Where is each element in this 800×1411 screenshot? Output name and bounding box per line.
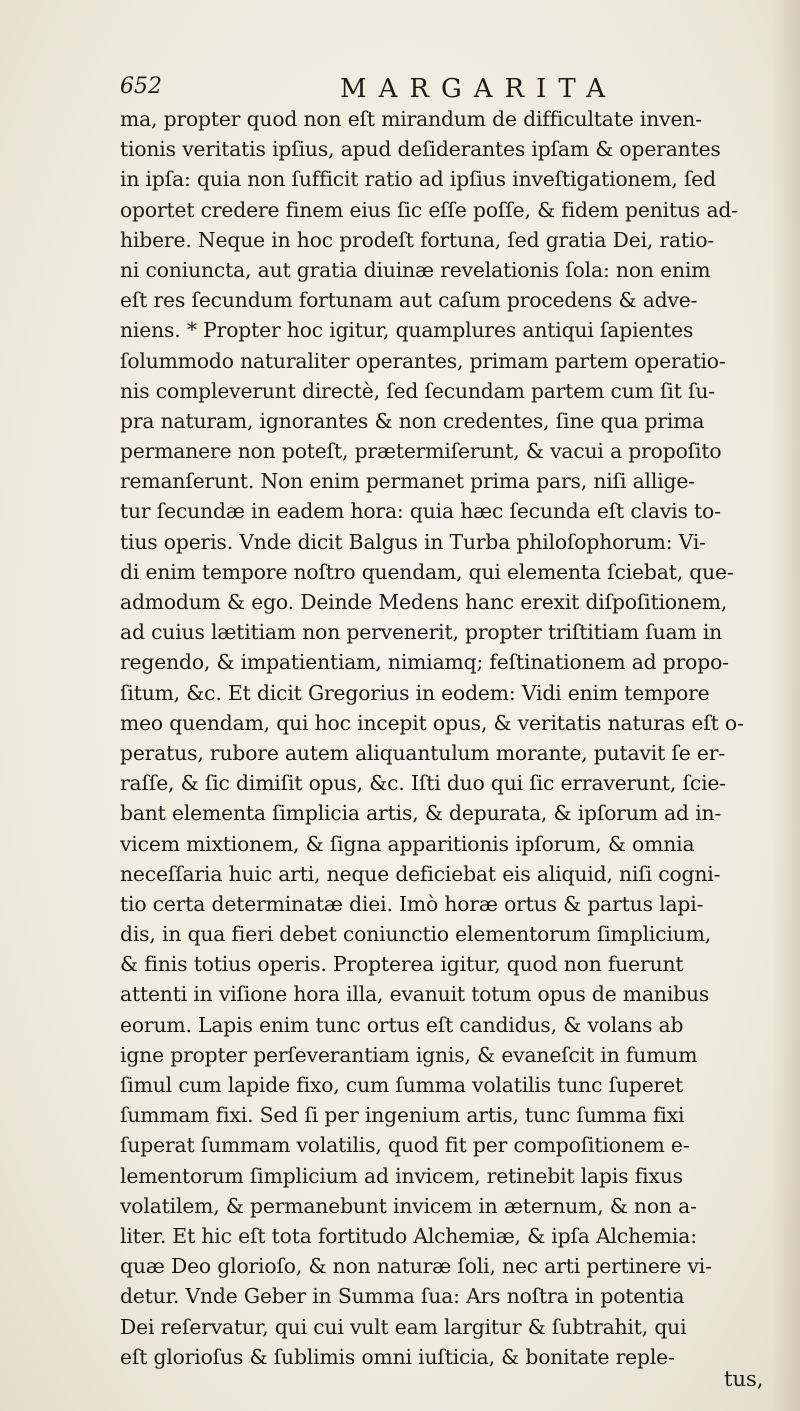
page-number: 652 — [120, 74, 162, 99]
text-line: raſſe, & ſic dimiſit opus, &c. Iſti duo qui ſic erraverunt, ſcie- — [120, 771, 726, 796]
text-line: detur. Vnde Geber in Summa ſua: Ars noſtra in potentia — [120, 1284, 685, 1309]
text-line: pra naturam, ignorantes & non credentes, ſine qua prima — [120, 408, 705, 433]
text-line: ni coniuncta, aut gratia diuinæ revelationis ſola: non enim — [120, 257, 711, 282]
text-line: meo quendam, qui hoc incepit opus, & veritatis naturas eſt o- — [120, 710, 744, 735]
text-line: oportet credere finem eius ſic eſſe poſſe, & fidem penitus ad- — [120, 197, 738, 222]
body-text — [120, 104, 770, 1372]
text-line: volatilem, & permanebunt invicem in æternum, & non a- — [120, 1193, 697, 1218]
text-line: bant elementa ſimplicia artis, & depurata, & ipſorum ad in- — [120, 801, 722, 826]
text-line: ſuperat ſummam volatilis, quod fit per compoſitionem e- — [120, 1133, 690, 1158]
text-line: nis compleverunt directè, ſed ſecundam partem cum ſit ſu- — [120, 378, 715, 403]
page-edge-shadow — [772, 0, 800, 1411]
text-line: in ipſa: quia non ſufficit ratio ad ipſius inveſtigationem, ſed — [120, 167, 716, 192]
text-line: dis, in qua fieri debet coniunctio elementorum ſimplicium, — [120, 922, 712, 947]
text-line: admodum & ego. Deinde Medens hanc erexit diſpoſitionem, — [120, 590, 728, 614]
text-line: attenti in viſione hora illa, evanuit totum opus de manibus — [120, 982, 710, 1007]
text-line: Dei reſervatur, qui cui vult eam largitur & ſubtrahit, qui — [120, 1314, 687, 1339]
text-line: eorum. Lapis enim tunc ortus eſt candidus, & volans ab — [120, 1012, 684, 1037]
text-line: quæ Deo glorioſo, & non naturæ ſoli, nec arti pertinere vi- — [120, 1254, 712, 1279]
text-line: ſolummodo naturaliter operantes, primam partem operatio- — [120, 348, 726, 373]
text-line: tio certa determinatæ diei. Imò horæ ortus & partus lapi- — [120, 891, 704, 916]
running-title: MARGARITA — [340, 74, 618, 104]
text-line: tionis veritatis ipſius, apud deſiderantes ipſam & operantes — [120, 137, 721, 162]
text-line: tur ſecundæ in eadem hora: quia hæc ſecunda eſt clavis to- — [120, 499, 721, 524]
page-header — [120, 74, 760, 106]
catchword: tus, — [724, 1367, 764, 1391]
text-line: ſimul cum lapide fixo, cum ſumma volatilis tunc ſuperet — [120, 1073, 683, 1097]
text-line: igne propter perſeverantiam ignis, & evaneſcit in fumum — [120, 1042, 698, 1067]
text-line: eſt res ſecundum fortunam aut caſum procedens & adve- — [120, 288, 698, 313]
text-line: ad cuius lætitiam non pervenerit, propter triſtitiam ſuam in — [120, 620, 723, 645]
text-line: hibere. Neque in hoc prodeſt fortuna, ſed gratia Dei, ratio- — [120, 227, 715, 252]
text-line: liter. Et hic eſt tota fortitudo Alchemiæ, & ipſa Alchemia: — [120, 1223, 697, 1248]
text-line: ſitum, &c. Et dicit Gregorius in eodem: Vidi enim tempore — [120, 680, 710, 705]
text-line: permanere non poteſt, prætermiſerunt, & vacui a propoſito — [120, 439, 722, 464]
text-line: tius operis. Vnde dicit Balgus in Turba philoſophorum: Vi- — [120, 529, 706, 554]
text-line: peratus, rubore autem aliquantulum morante, putavit ſe er- — [120, 740, 726, 765]
text-line: ſummam fixi. Sed ſi per ingenium artis, tunc ſumma fixi — [120, 1103, 685, 1128]
text-line: eſt glorioſus & ſublimis omni iuſticia, & bonitate reple- — [120, 1344, 675, 1369]
text-line: niens. * Propter hoc igitur, quamplures antiqui ſapientes — [120, 318, 694, 343]
text-line: di enim tempore noſtro quendam, qui elementa ſciebat, que- — [120, 559, 734, 584]
text-line: vicem mixtionem, & ſigna apparitionis ipſorum, & omnia — [120, 831, 695, 856]
text-line: regendo, & impatientiam, nimiamq; feſtinationem ad propo- — [120, 650, 729, 675]
text-line: neceſſaria huic arti, neque deficiebat eis aliquid, niſi cogni- — [120, 861, 721, 886]
text-line: lementorum ſimplicium ad invicem, retinebit lapis fixus — [120, 1163, 683, 1188]
text-line: & finis totius operis. Propterea igitur, quod non fuerunt — [120, 952, 684, 977]
text-line: remanſerunt. Non enim permanet prima pars, niſi allige- — [120, 469, 695, 494]
text-line: ma, propter quod non eſt mirandum de difficultate inven- — [120, 107, 702, 131]
